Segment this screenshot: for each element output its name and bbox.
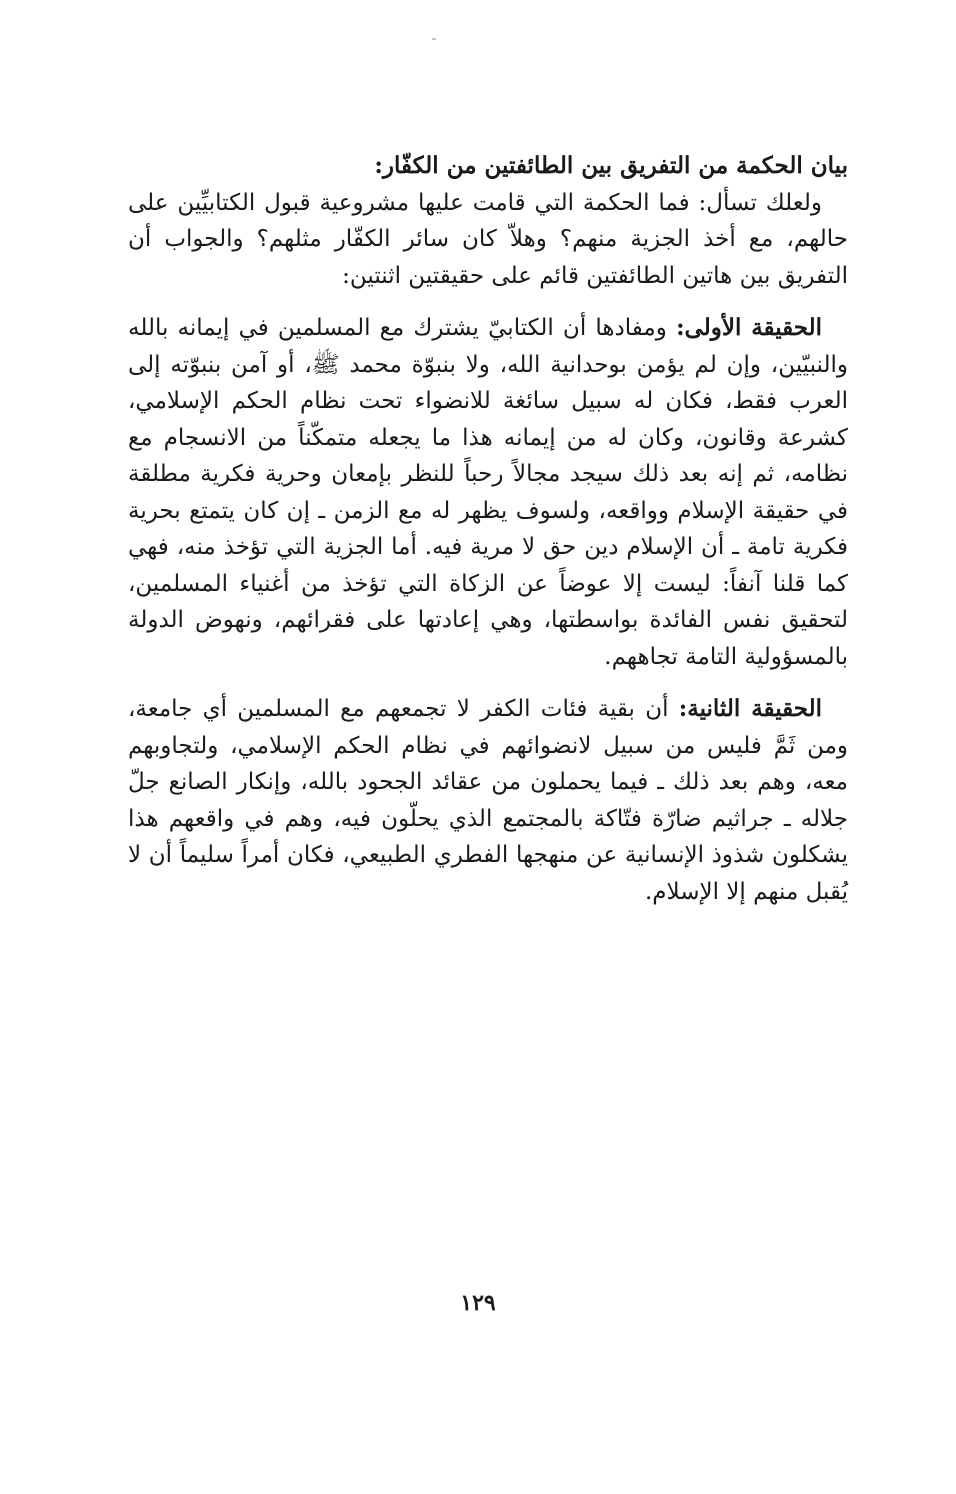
intro-paragraph: ولعلك تسأل: فما الحكمة التي قامت عليها مشروعية قبول الكتابيِّين على حالهم، مع أخذ الجزية منهم؟ وهلاّ كان سائر الكفّار مثلهم؟ والجواب أن التفريق بين هاتين الطائفتين قائم على حقيقتين اثنتين: [128, 189, 848, 289]
section-heading: بيان الحكمة من التفريق بين الطائفتين من الكفّار: [374, 152, 848, 179]
page-number: ١٢٩ [460, 1290, 496, 1316]
second-truth-text: أن بقية فئات الكفر لا تجمعهم مع المسلمين أي جامعة، ومن ثَمَّ فليس من سبيل لانضوائهم في نظام الحكم الإسلامي، ولتجاوبهم معه، وهم بعد ذلك ـ فيما يحملون من عقائد الجحود بالله، وإنكار الصانع جلّ جلاله ـ جراثيم ضارّة فتّاكة بالمجتمع الذي يحلّون فيه، وهم في واقعهم هذا يشكلون شذوذ الإنسانية عن منهجها الفطري الطبيعي، فكان أمراً سليماً أن لا يُقبل منهم إلا الإسلام. [128, 696, 848, 905]
first-truth-paragraph [128, 310, 848, 675]
second-truth-lead: الحقيقة الثانية: [678, 695, 823, 722]
first-truth-lead: الحقيقة الأولى: [676, 314, 823, 341]
second-truth-paragraph [128, 691, 848, 910]
scan-mark [432, 38, 436, 40]
first-truth-text: ومفادها أن الكتابيّ يشترك مع المسلمين في إيمانه بالله والنبيّين، وإن لم يؤمن بوحدانية الله، ولا بنبوّة محمد ﷺ، أو آمن بنبوّته إلى العرب فقط، فكان له سبيل سائغة للانضواء تحت نظام الحكم الإسلامي، كشرعة وقانون، وكان له من إيمانه هذا ما يجعله متمكّناً من الانسجام مع نظامه، ثم إنه بعد ذلك سيجد مجالاً رحباً للنظر بإمعان وحرية فكرية مطلقة في حقيقة الإسلام وواقعه، ولسوف يظهر له مع الزمن ـ إن كان يتمتع بحرية فكرية تامة ـ أن الإسلام دين حق لا مرية فيه. أما الجزية التي تؤخذ منه، فهي كما قلنا آنفاً: ليست إلا عوضاً عن الزكاة التي تؤخذ من أغنياء المسلمين، لتحقيق نفس الفائدة بواسطتها، وهي إعادتها على فقرائهم، ونهوض الدولة بالمسؤولية التامة تجاههم. [128, 315, 848, 670]
page-body [128, 148, 848, 910]
